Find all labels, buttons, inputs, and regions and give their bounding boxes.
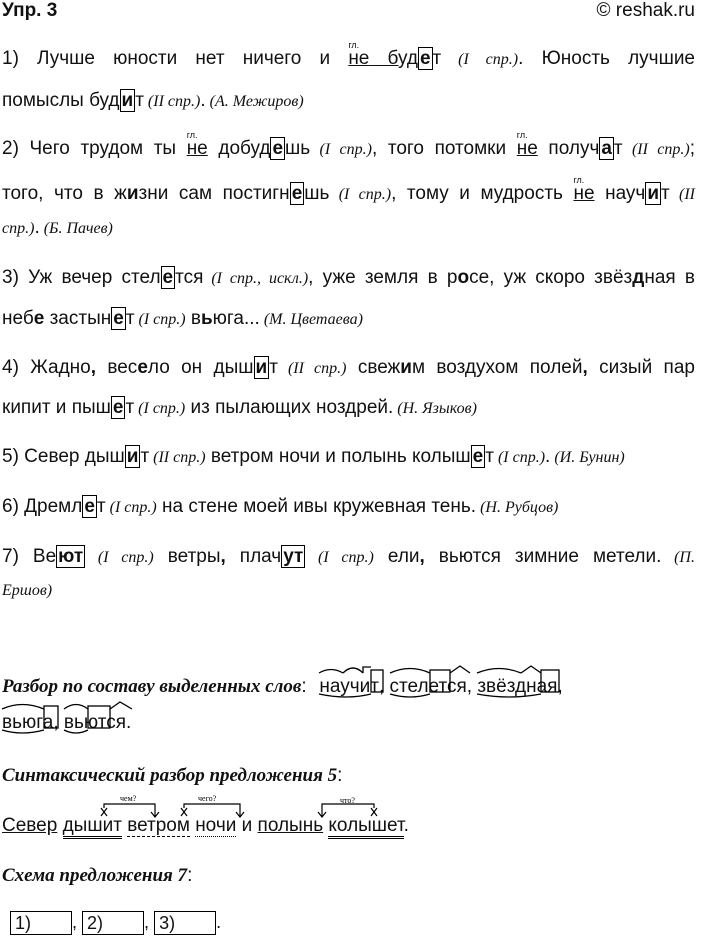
morph-word-vyutsya: вьются	[64, 712, 126, 734]
sentence-4-line-2: кипит и пыш е т (I спр.) из пылающих ноздрей. (Н. Языков)	[2, 397, 477, 418]
sentence-7-line-2: Ершов)	[2, 582, 53, 599]
ending-box: и	[647, 183, 660, 204]
morph-word-nauchit: научит	[319, 676, 379, 698]
morph-marks-nauchit	[317, 664, 393, 704]
scheme-cell-3: 3)	[154, 911, 216, 935]
ending-box: и	[255, 357, 268, 378]
scheme-cell-1: 1)	[10, 911, 72, 935]
ending-box: ют	[58, 546, 84, 567]
sentence-7-line-1: 7) Ве ют (I спр.) ветры, плач ут (I спр.) ели, вьются зимние метели. (П.	[2, 546, 695, 567]
sentence-6: 6) Дремл е т (I спр.) на стене моей ивы кружевная тень. (Н. Рубцов)	[2, 496, 559, 517]
sentence-1-line-2: помыслы буд и т (II спр.). (А. Межиров)	[2, 90, 304, 111]
scheme-cell-2: 2)	[82, 911, 144, 935]
ending-box: ут	[283, 546, 304, 567]
sentence-3-line-1: 3) Уж вечер стел е тся (I спр., искл.), уже земля в росе, уж скоро звёздная в	[2, 267, 695, 288]
sentence-5: 5) Север дыш и т (II спр.) ветром ночи и полынь колыш е т (I спр.). (И. Бунин)	[2, 446, 625, 467]
morph-section-line-1: Разбор по составу выделенных слов: научит, стелется, звёздная,	[2, 676, 563, 698]
ending-box: и	[121, 90, 134, 111]
morph-word-steletsya: стелется	[390, 676, 467, 698]
ending-box: е	[113, 308, 124, 329]
sentence-2-line-1: 2) Чего трудом ты гл. не добуд е шь (I спр.), того потомки гл. не получ а т (II спр.);	[2, 130, 696, 159]
question-chto: что?	[340, 796, 355, 805]
ending-box: и	[126, 446, 139, 467]
ending-box: е	[419, 48, 431, 69]
ending-box: е	[84, 496, 95, 517]
ending-box: е	[272, 138, 284, 159]
morph-section-line-2: вьюга, вьются.	[2, 712, 131, 734]
ending-box: е	[291, 183, 303, 204]
ending-box: е	[112, 397, 124, 418]
ending-box: е	[472, 446, 484, 467]
syntax-sentence: Север дышит ветром ночи и полынь колышет.	[2, 815, 409, 837]
morph-marks-vyutsya	[62, 700, 142, 740]
morph-marks-vyuga	[0, 700, 66, 740]
predicate-1: дышит	[63, 815, 122, 839]
object-1: ветром	[127, 815, 190, 836]
question-chem: чем?	[120, 794, 137, 803]
sentence-2-line-2: того, что в жизни сам постигн е шь (I спр.), тому и мудрость гл. не науч и т (II	[2, 175, 695, 204]
predicate-2: колышет	[328, 815, 403, 839]
sentence-1-line-1: 1) Лучше юности нет ничего и гл. не буд е т (I спр.). Юность лучшие	[2, 40, 696, 69]
ending-box: е	[162, 267, 174, 288]
morph-marks-zvezdnaya	[475, 664, 567, 704]
morph-word-zvezdnaya: звёздная	[477, 676, 557, 698]
attribute-1: ночи	[195, 815, 237, 836]
scheme-section-title: Схема предложения 7:	[2, 865, 193, 886]
source-watermark: © reshak.ru	[596, 0, 695, 21]
syntax-section-title: Синтаксический разбор предложения 5:	[2, 765, 343, 786]
morph-word-vyuga: вьюга	[2, 712, 53, 734]
exercise-title: Упр. 3	[2, 0, 58, 21]
sentence-3-line-2: небе застын е т (I спр.) вьюга... (М. Цветаева)	[2, 308, 363, 329]
subject-2: полынь	[257, 815, 324, 836]
subject-1: Север	[2, 815, 58, 836]
ending-box: а	[601, 138, 612, 159]
sentence-scheme: 1) , 2) , 3) .	[10, 911, 221, 935]
sentence-4-line-1: 4) Жадно, весело он дыш и т (II спр.) свежим воздухом полей, сизый пар	[2, 357, 695, 378]
question-chego: чего?	[198, 794, 217, 803]
sentence-2-line-3: спр.). (Б. Пачев)	[2, 217, 113, 238]
morph-marks-steletsya	[388, 664, 478, 704]
